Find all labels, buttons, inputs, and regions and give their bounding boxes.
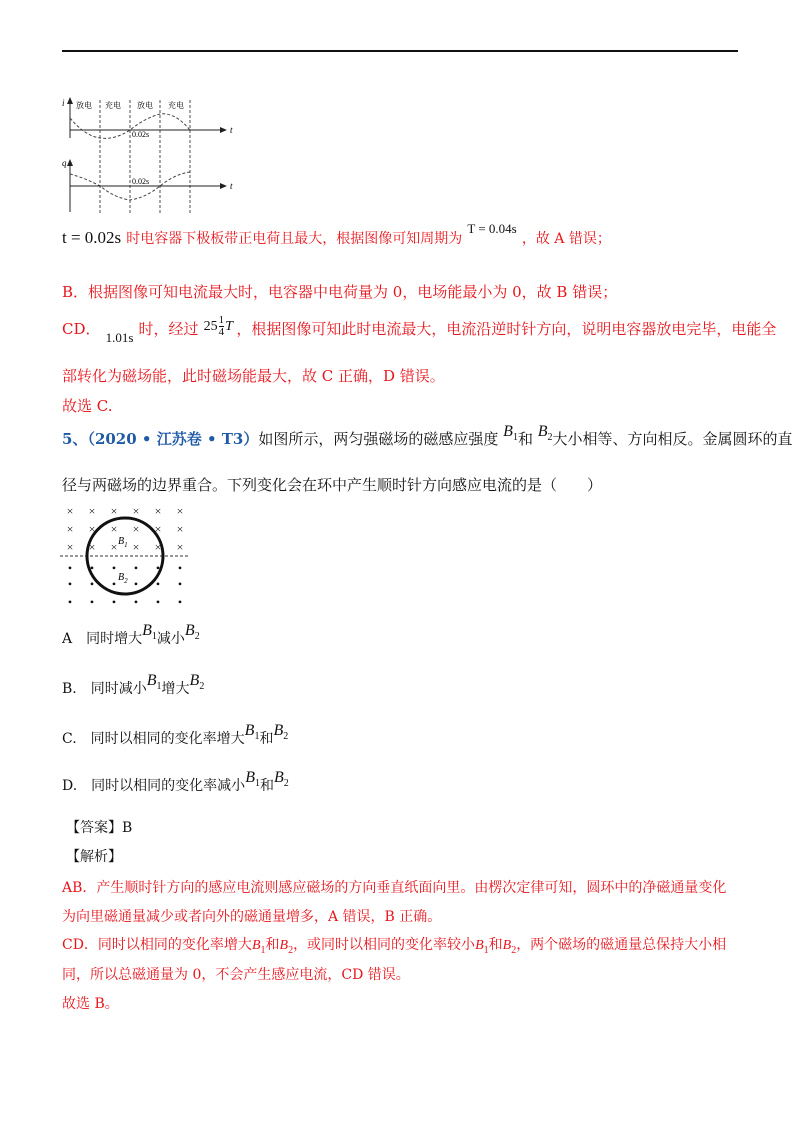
ring-b1-label: $B_1$ [118, 536, 128, 549]
cross-mark: × [132, 522, 140, 536]
line1-text2: ，故 A 错误； [521, 231, 611, 247]
fraction-denominator: 4 [218, 326, 225, 339]
option-d[interactable]: D. 同时以相同的变化率减小$B_1$和$B_2$ [62, 769, 289, 794]
analysis-conclusion: 故选 B。 [62, 996, 119, 1012]
question-5-line1 [62, 423, 793, 451]
cross-mark: × [154, 540, 162, 554]
option-b-b2: $B_2$ [189, 672, 205, 693]
mixed-number [203, 314, 237, 339]
prev-solution-line1 [62, 221, 611, 248]
header-rule [62, 50, 738, 52]
cross-mark: × [66, 540, 74, 554]
t-axis-label-bottom: t [230, 181, 233, 191]
cross-mark: × [154, 522, 162, 536]
prev-solution-line4: 部转化为磁场能，此时磁场能最大，故 C 正确，D 错误。 [62, 367, 445, 385]
cd-b1-second: $B_1$ [475, 938, 489, 956]
cross-mark: × [176, 522, 184, 536]
analysis-ab-line1: AB．产生顺时针方向的感应电流则感应磁场的方向垂直纸面向里。由楞次定律可知，圆环中的净磁通量变化 [62, 880, 727, 896]
dot-mark: • [155, 577, 161, 591]
option-d-b1: $B_1$ [245, 769, 260, 790]
analysis-ab-line2: 为向里磁通量减少或者向外的磁通量增多，A 错误，B 正确。 [62, 909, 442, 925]
question-source: （2020 • 江苏卷 • T3） [87, 430, 259, 448]
dot-mark: • [155, 595, 161, 609]
period-symbol: T [225, 319, 233, 334]
cross-mark: × [66, 522, 74, 536]
time-label-bottom: 0.02s [132, 177, 150, 186]
analysis-label: 【解析】 [66, 849, 122, 865]
cd-b2-second: $B_2$ [502, 938, 517, 956]
cross-mark: × [88, 504, 96, 518]
cross-mark: × [88, 540, 96, 554]
mixed-number-int: 25 [203, 319, 218, 334]
line3-text1: 时，经过 [138, 320, 199, 338]
dot-mark: • [133, 595, 139, 609]
dot-mark: • [67, 561, 73, 575]
cross-mark: × [132, 540, 140, 554]
cd-b1: $B_1$ [251, 938, 266, 956]
option-c[interactable]: C. 同时以相同的变化率增大$B_1$和$B_2$ [62, 722, 289, 747]
option-b-b1: $B_1$ [146, 672, 162, 693]
t-equals-value: t = 0.02s [62, 228, 122, 247]
prev-solution-line3 [62, 314, 777, 345]
line3-text2: ，根据图像可知此时电流最大，电流沿逆时针方向，说明电容器放电完毕，电能全 [236, 320, 777, 338]
option-a-b2: $B_2$ [184, 622, 200, 643]
fraction-numerator: 1 [218, 314, 225, 327]
cross-mark: × [110, 504, 118, 518]
question-5-line2: 径与两磁场的边界重合。下列变化会在环中产生顺时针方向感应电流的是（ ） [62, 476, 603, 494]
cross-mark: × [66, 504, 74, 518]
dot-mark: • [67, 577, 73, 591]
cross-mark: × [176, 540, 184, 554]
period-value: T = 0.04s [467, 221, 517, 236]
cross-mark: × [132, 504, 140, 518]
line3-prefix: CD． [62, 320, 101, 338]
dot-mark: • [89, 561, 95, 575]
question-he: 和 [517, 430, 533, 448]
cross-mark: × [88, 522, 96, 536]
cross-mark: × [176, 504, 184, 518]
cross-mark: × [110, 540, 118, 554]
option-c-b2: $B_2$ [273, 722, 289, 743]
option-b[interactable]: B. 同时减小$B_1$增大$B_2$ [62, 672, 205, 697]
dot-mark: • [67, 595, 73, 609]
analysis-cd-line2: 同，所以总磁通量为 0，不会产生感应电流，CD 错误。 [62, 967, 410, 983]
option-a-b1: $B_1$ [142, 622, 157, 643]
ring-b2-label: $B_2$ [118, 572, 128, 585]
dot-mark: • [133, 577, 139, 591]
dot-mark: • [133, 561, 139, 575]
dot-mark: • [89, 577, 95, 591]
time-value-1-01s: 1.01s [105, 330, 134, 345]
option-c-b1: $B_1$ [244, 722, 260, 743]
phase-label-3: 放电 [137, 101, 153, 110]
phase-label-1: 放电 [76, 101, 92, 110]
dot-mark: • [111, 577, 117, 591]
option-a[interactable]: A 同时增大$B_1$减小$B_2$ [62, 622, 200, 647]
dot-mark: • [111, 595, 117, 609]
cd-b2: $B_2$ [279, 938, 294, 956]
prev-solution-conclusion: 故选 C. [62, 397, 113, 415]
cross-mark: × [110, 522, 118, 536]
dot-mark: • [177, 561, 183, 575]
prev-solution-line2: B．根据图像可知电流最大时，电容器中电荷量为 0，电场能最小为 0，故 B 错误； [62, 283, 618, 301]
answer-label: 【答案】B [66, 820, 133, 836]
question-text1: 如图所示，两匀强磁场的磁感应强度 [258, 430, 499, 448]
t-axis-label-top: t [230, 125, 233, 135]
b2-symbol: $B_2$ [537, 423, 553, 444]
cross-mark: × [154, 504, 162, 518]
question-number: 5、 [62, 430, 88, 448]
b1-symbol: $B_1$ [503, 423, 518, 444]
dot-mark: • [155, 561, 161, 575]
dot-mark: • [177, 577, 183, 591]
phase-label-4: 充电 [168, 101, 184, 110]
lc-oscillation-graph [60, 96, 260, 216]
time-label-top: 0.02s [132, 130, 150, 139]
question-text2: 大小相等、方向相反。金属圆环的直 [552, 430, 793, 448]
q-axis-label: q [62, 158, 67, 168]
magnetic-field-figure [58, 502, 198, 612]
dot-mark: • [111, 561, 117, 575]
line1-text1: 时电容器下极板带正电荷且最大，根据图像可知周期为 [126, 231, 463, 247]
dot-mark: • [89, 595, 95, 609]
i-axis-label: i [62, 98, 65, 108]
phase-label-2: 充电 [105, 101, 121, 110]
analysis-cd-line1: CD．同时以相同的变化率增大$B_1$和$B_2$，或同时以相同的变化率较小$B_1$和$B_2$，两个磁场的磁通量总保持大小相 [62, 937, 727, 956]
option-d-b2: $B_2$ [273, 769, 289, 790]
dot-mark: • [177, 595, 183, 609]
